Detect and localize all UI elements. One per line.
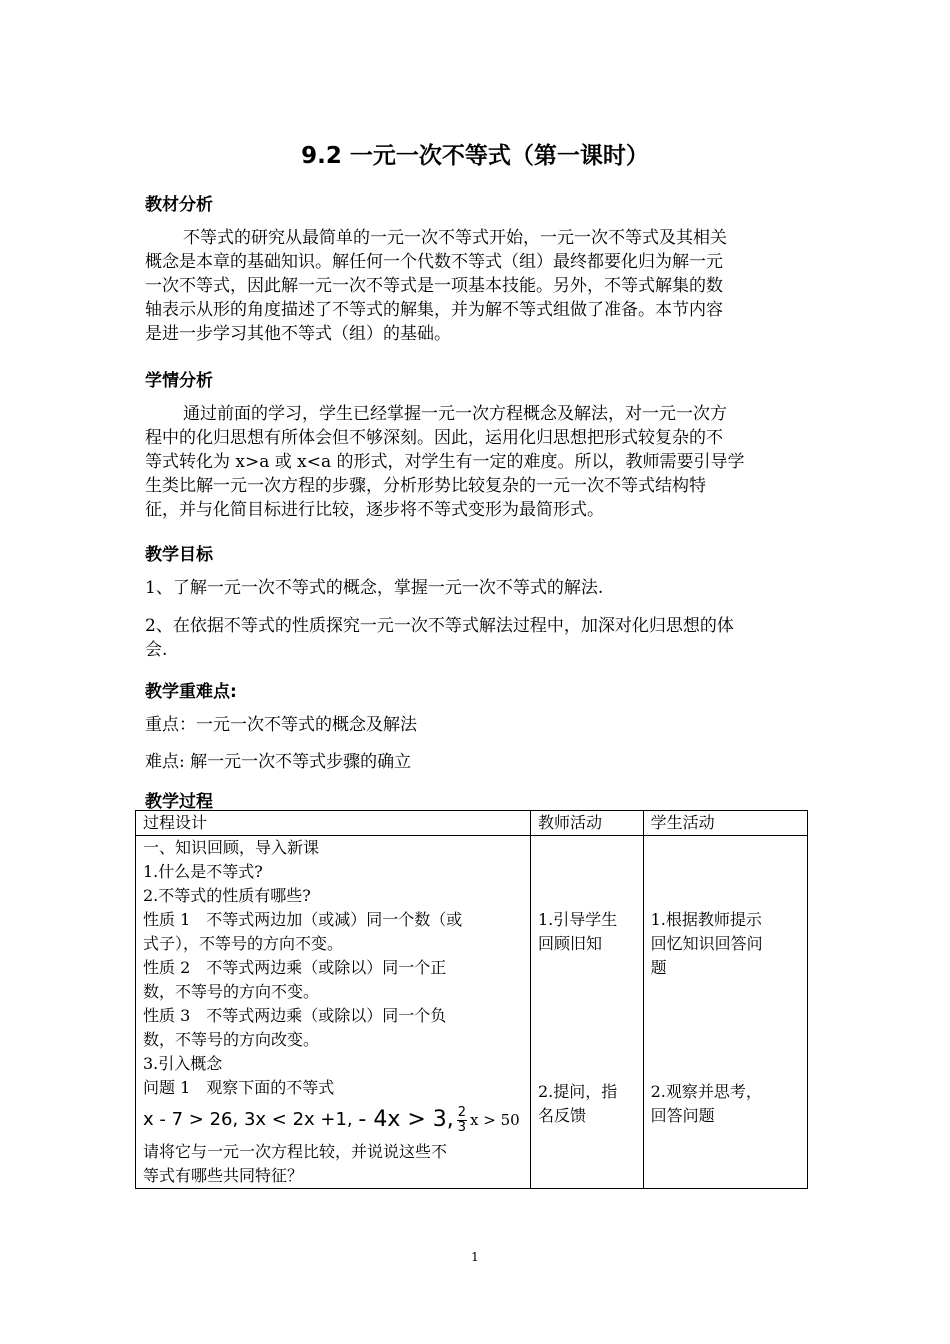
- students-line: 程中的化归思想有所体会但不够深刻。因此，运用化归思想把形式较复杂的不: [145, 428, 723, 448]
- teacher-activity-line: 1.引导学生: [537, 910, 618, 929]
- design-line: 等式有哪些共同特征？: [143, 1166, 304, 1185]
- design-line: 1.什么是不等式?: [143, 862, 263, 881]
- process-design-cell: [136, 836, 531, 1189]
- fraction-numerator: 2: [457, 1104, 467, 1120]
- table-header-row: [136, 811, 808, 836]
- goal-item-2-line1: 2、在依据不等式的性质探究一元一次不等式解法过程中，加深对化归思想的体: [145, 616, 734, 636]
- heading-student-analysis: 学情分析: [145, 371, 213, 391]
- design-line: 一、知识回顾，导入新课: [143, 838, 320, 857]
- student-analysis-paragraph: [145, 402, 810, 522]
- student-activity-line: 题: [650, 958, 667, 977]
- heading-key-points: 教学重难点:: [145, 682, 237, 702]
- material-line: 轴表示从形的角度描述了不等式的解集，并为解不等式组做了准备。本节内容: [145, 300, 723, 320]
- student-activity-cell: [643, 836, 807, 1189]
- header-process-design: 过程设计: [136, 811, 531, 836]
- student-activity-line: 1.根据教师提示: [650, 910, 762, 929]
- page-number: 1: [471, 1250, 479, 1264]
- teacher-activity-line: 回顾旧知: [537, 934, 602, 953]
- teaching-process-table: [135, 810, 808, 1189]
- math-expr-2: 3x < 2x +1,: [243, 1109, 353, 1130]
- design-line: 数，不等号的方向改变。: [143, 1030, 320, 1049]
- students-line: 通过前面的学习，学生已经掌握一元一次方程概念及解法，对一元一次方: [183, 404, 727, 424]
- goal-item-2-line2: 会.: [145, 640, 168, 660]
- students-line: 征，并与化简目标进行比较，逐步将不等式变形为最简形式。: [145, 500, 604, 520]
- design-line: 3.引入概念: [143, 1054, 223, 1073]
- design-line: 性质 3 不等式两边乘（或除以）同一个负: [143, 1006, 447, 1025]
- goal-item-1: 1、了解一元一次不等式的概念，掌握一元一次不等式的解法.: [145, 578, 604, 598]
- student-activity-line: 回答问题: [650, 1106, 715, 1125]
- math-expr-1: x - 7 > 26,: [143, 1109, 239, 1130]
- teacher-activity-cell: [530, 836, 643, 1189]
- material-analysis-paragraph: [145, 226, 810, 346]
- design-line: 式子），不等号的方向不变。: [143, 934, 344, 953]
- math-expression: [143, 1106, 520, 1135]
- fraction: [457, 1106, 467, 1135]
- key-difficulty: 难点: 解一元一次不等式步骤的确立: [145, 752, 412, 772]
- heading-teaching-goals: 教学目标: [145, 545, 213, 565]
- student-activity-line: 回忆知识回答问: [650, 934, 763, 953]
- students-line: 等式转化为 x>a 或 x<a 的形式，对学生有一定的难度。所以，教师需要引导学: [145, 452, 745, 472]
- heading-teaching-process: 教学过程: [145, 792, 213, 812]
- math-expr-4: x > 50: [470, 1111, 520, 1129]
- math-expr-3: - 4x > 3,: [358, 1107, 454, 1132]
- teacher-activity-line: 名反馈: [537, 1106, 586, 1125]
- material-line: 不等式的研究从最简单的一元一次不等式开始，一元一次不等式及其相关: [183, 228, 727, 248]
- material-line: 概念是本章的基础知识。解任何一个代数不等式（组）最终都要化归为解一元: [145, 252, 723, 272]
- students-line: 生类比解一元一次方程的步骤，分析形势比较复杂的一元一次不等式结构特: [145, 476, 706, 496]
- design-line: 性质 1 不等式两边加（或减）同一个数（或: [143, 910, 463, 929]
- inequality-formula: [143, 1100, 523, 1140]
- header-student-activity: 学生活动: [643, 811, 807, 836]
- heading-material-analysis: 教材分析: [145, 195, 213, 215]
- design-line: 请将它与一元一次方程比较，并说说这些不: [143, 1142, 448, 1161]
- design-line: 数，不等号的方向不变。: [143, 982, 320, 1001]
- design-line: 2.不等式的性质有哪些?: [143, 886, 311, 905]
- fraction-denominator: 3: [457, 1119, 467, 1135]
- material-line: 一次不等式，因此解一元一次不等式是一项基本技能。另外，不等式解集的数: [145, 276, 723, 296]
- teacher-activity-line: 2.提问，指: [537, 1082, 618, 1101]
- key-focus: 重点：一元一次不等式的概念及解法: [145, 715, 417, 735]
- design-line: 问题 1 观察下面的不等式: [143, 1078, 335, 1097]
- table-row: [136, 836, 808, 1189]
- material-line: 是进一步学习其他不等式（组）的基础。: [145, 324, 451, 344]
- design-line: 性质 2 不等式两边乘（或除以）同一个正: [143, 958, 447, 977]
- student-activity-line: 2.观察并思考，: [650, 1082, 762, 1101]
- page-title: 9.2 一元一次不等式（第一课时）: [301, 143, 649, 169]
- header-teacher-activity: 教师活动: [530, 811, 643, 836]
